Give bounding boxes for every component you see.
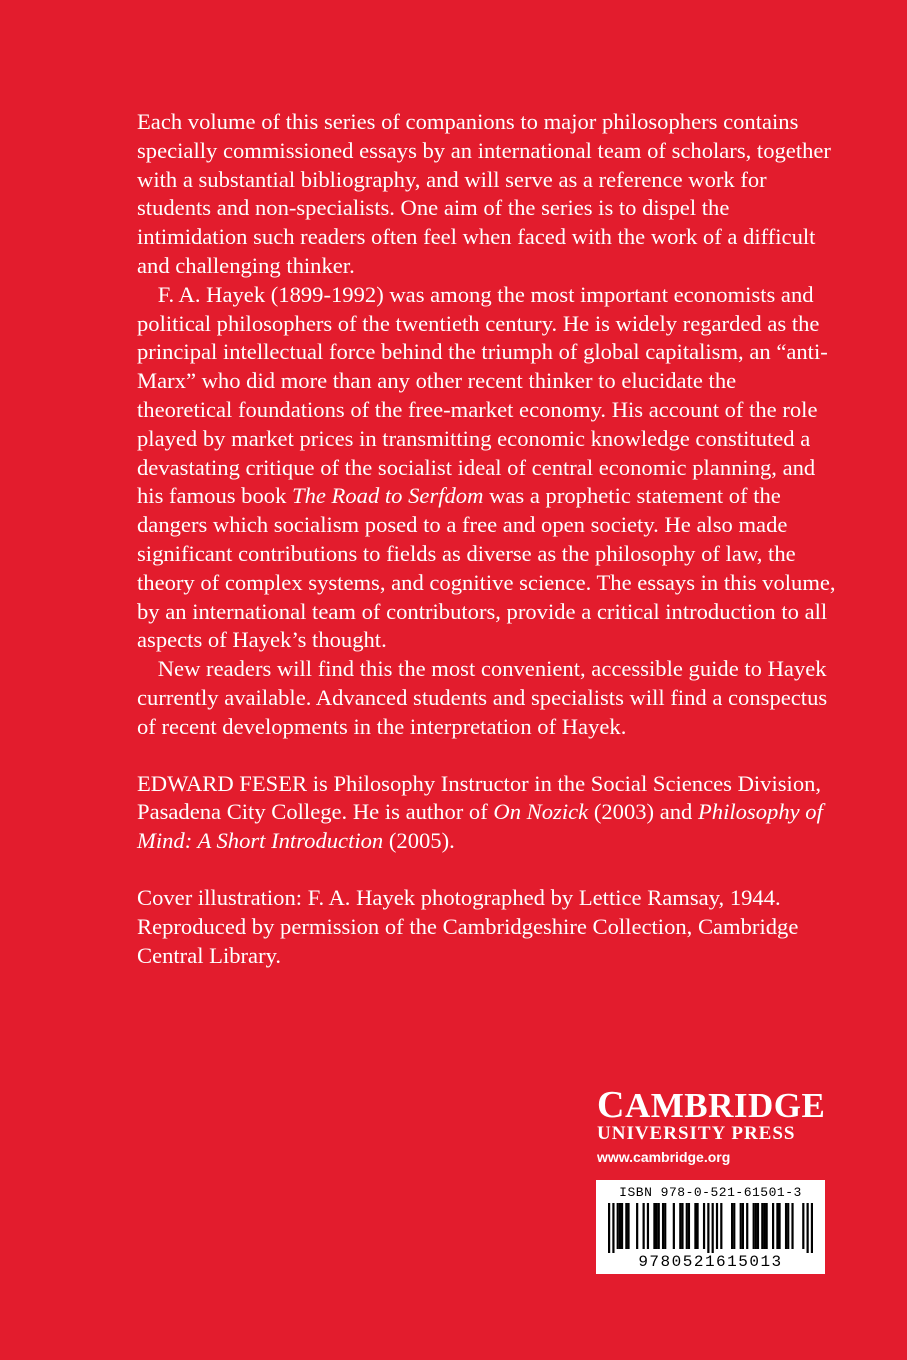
book-title-philosophy-of-mind: Philosophy of Mind: A Short Introduction (137, 799, 823, 854)
barcode-bar (763, 1203, 765, 1249)
barcode-bar (643, 1203, 645, 1249)
author-bio-text-2: (2003) and (588, 799, 698, 825)
barcode-bar (662, 1203, 664, 1249)
barcode-bar (731, 1203, 733, 1249)
publisher-url[interactable]: www.cambridge.org (597, 1149, 731, 1165)
barcode-bar (778, 1203, 780, 1249)
barcode-bar (791, 1203, 793, 1249)
barcode-bar (807, 1203, 809, 1253)
author-bio (137, 770, 837, 856)
ean-digits: 9780521615013 (638, 1253, 783, 1271)
barcode-bar (716, 1203, 718, 1249)
barcode-bar (694, 1203, 696, 1249)
barcode-bar (746, 1203, 748, 1249)
barcode-bar (627, 1203, 629, 1249)
barcode-bar (696, 1203, 698, 1249)
barcode-bars (608, 1203, 813, 1253)
author-bio-text-3: (2005). (383, 828, 455, 854)
hayek-text-2: was a prophetic statement of the dangers which socialism posed to a free and open society. He also made significant contributions to fields as diverse as the philosophy of law, the theory of complex systems, and cognitive science. The essays in this volume, by an international team of contributors, provide a critical introduction to all aspects of Hayek’s thought. (137, 483, 836, 653)
barcode-bar (621, 1203, 623, 1249)
barcode-bar (703, 1203, 705, 1249)
barcode-bar (757, 1203, 759, 1249)
barcode-bar (679, 1203, 681, 1249)
barcode-bar (742, 1203, 744, 1249)
barcode-bar (755, 1203, 757, 1249)
hayek-description (137, 281, 837, 655)
book-title-road-to-serfdom: The Road to Serfdom (292, 483, 484, 509)
isbn-label: ISBN 978-0-521-61501-3 (619, 1185, 802, 1200)
readers-description: New readers will find this the most convenient, accessible guide to Hayek currently available. Advanced students and specialists will find a conspectus of recent developments in the interpretation of Hayek. (137, 656, 828, 739)
barcode-bar (740, 1203, 742, 1249)
barcode-bar (720, 1203, 722, 1249)
barcode-bar (686, 1203, 688, 1249)
publisher-name: CAMBRIDGE (597, 1084, 826, 1126)
barcode-bar (647, 1203, 649, 1249)
barcode-bar (625, 1203, 627, 1249)
barcode-bar (658, 1203, 660, 1249)
author-bio-text-1: is Philosophy Instructor in the Social Sciences Division, Pasadena City College. He is author of (137, 770, 822, 825)
barcode-bar (664, 1203, 666, 1249)
barcode-bar (707, 1203, 709, 1253)
barcode-bar (802, 1203, 804, 1249)
barcode-bar (733, 1203, 735, 1249)
barcode-bar (688, 1203, 690, 1249)
barcode-bar (681, 1203, 683, 1249)
barcode-bar (712, 1203, 714, 1253)
barcode-bar (653, 1203, 655, 1249)
barcode-bar (772, 1203, 774, 1249)
publisher-logo (597, 1084, 827, 1165)
barcode-bar (636, 1203, 638, 1249)
barcode-bar (608, 1203, 610, 1253)
barcode-bar (619, 1203, 621, 1249)
hayek-text-1: F. A. Hayek (1899-1992) was among the most important economists and political philosophers of the twentieth century. He is widely regarded as the principal intellectual force behind the triumph of global capitalism, an “anti-Marx” who did more than any other recent thinker to elucidate the theoretical foundations of the free-market economy. His account of the role played by market prices in transmitting economic knowledge constituted a devastating critique of the socialist ideal of central economic planning, and his famous book (137, 281, 828, 509)
series-description: Each volume of this series of companions to major philosophers contains specially commissioned essays by an international team of scholars, together with a substantial bibliography, and will serve as a reference work for students and non-specialists. One aim of the series is to dispel the intimidation such readers often feel when faced with the work of a difficult and challenging thinker. (137, 109, 831, 278)
author-name: EDWARD FESER (137, 770, 308, 796)
barcode-bar (761, 1203, 763, 1249)
barcode-bar (673, 1203, 675, 1249)
barcode-bar (785, 1203, 787, 1249)
publisher-press: UNIVERSITY PRESS (597, 1123, 796, 1144)
barcode-bar (753, 1203, 755, 1249)
barcode-bar (787, 1203, 789, 1249)
barcode-bar (612, 1203, 614, 1253)
barcode-bar (766, 1203, 768, 1249)
cover-credit: Cover illustration: F. A. Hayek photographed by Lettice Ramsay, 1944. Reproduced by permission of the Cambridgeshire Collection, Cambridge Central Library. (137, 884, 799, 968)
back-cover-blurb (137, 108, 837, 970)
barcode-bar (776, 1203, 778, 1249)
isbn-barcode (596, 1180, 825, 1274)
book-title-on-nozick: On Nozick (493, 799, 589, 825)
barcode-bar (655, 1203, 657, 1249)
barcode-bar (811, 1203, 813, 1253)
barcode-bar (617, 1203, 619, 1249)
